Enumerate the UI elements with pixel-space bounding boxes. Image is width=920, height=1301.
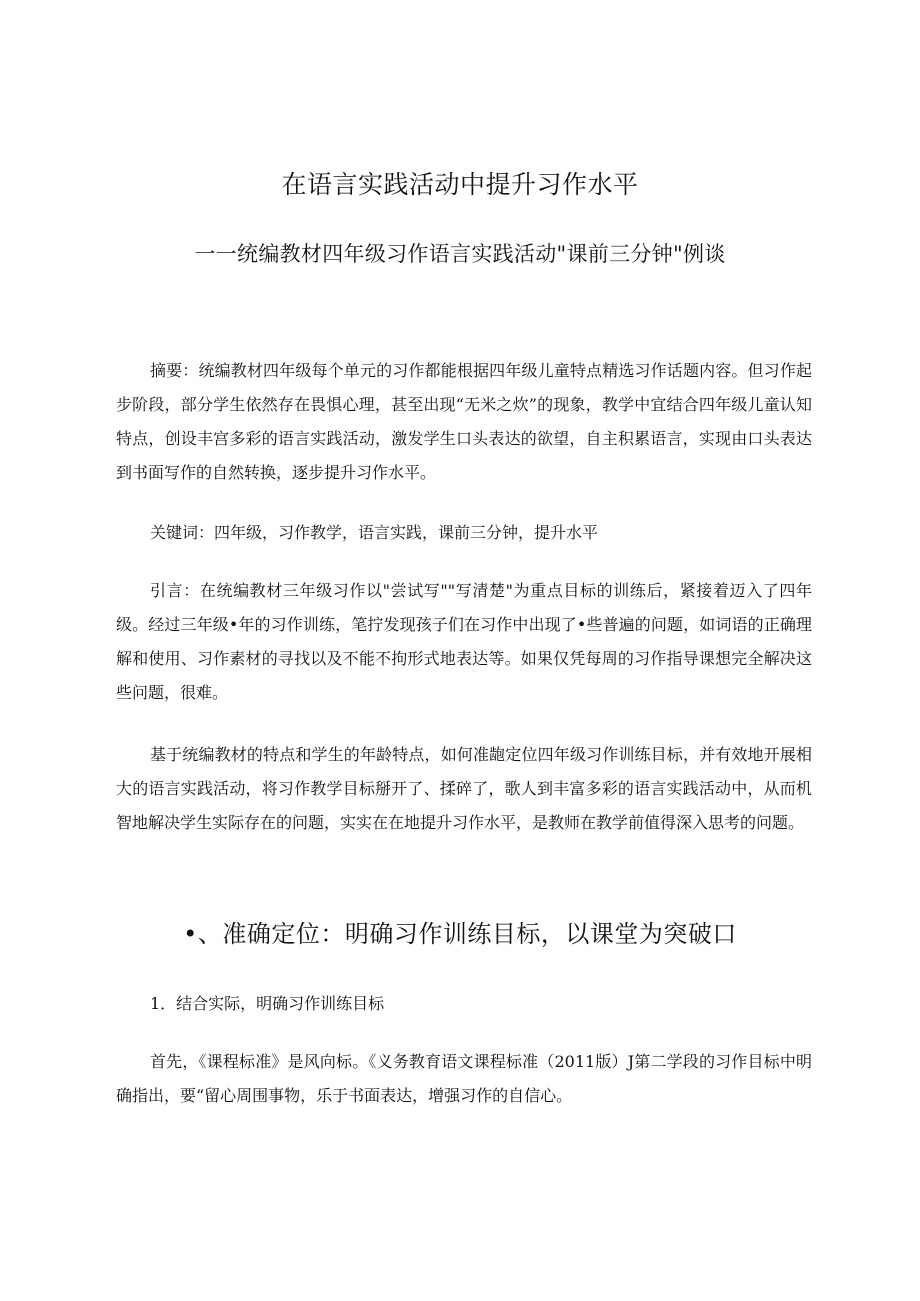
basis-paragraph: 基于统编教材的特点和学生的年龄特点，如何准龅定位四年级习作训练目标，并有效地开展相大的语言实践活动，将习作教学目标掰开了、揉碎了，歌人到丰富多彩的语言实践活动中，从而机智地解决学生实际存在的问题，实实在在地提升习作水平，是教师在教学前值得深入思考的问题。 <box>116 745 812 832</box>
intro-paragraph: 引言：在统编教材三年级习作以"尝试写""写清楚"为重点目标的训练后，紧接着迈入了四年级。经过三年级•年的习作训练，笔拧发现孩子们在习作中出现了•些普遍的问题，如词语的正确理解和使用、习作素材的寻找以及不能不拘形式地表达等。如果仅凭每周的习作指导课想完全解决这些问题，很难。 <box>116 581 812 702</box>
keywords-paragraph: 关键词：四年级，习作教学，语言实践，课前三分钟，提升水平 <box>150 523 599 542</box>
document-subtitle: 一一统编教材四年级习作语言实践活动"课前三分钟"例谈 <box>194 242 726 266</box>
section-subheading: 1．结合实际，明确习作训练目标 <box>150 994 385 1013</box>
section-paragraph: 首先，《课程标准》是风向标。《义务教育语文课程标准（2011版）J第二学段的习作目标中明确指出，要“留心周围事物，乐于书面表达，增强习作的自信心。 <box>116 1052 812 1105</box>
section-heading: •、准确定位：明确习作训练目标，以课堂为突破口 <box>183 920 737 948</box>
document-title: 在语言实践活动中提升习作水平 <box>281 170 639 199</box>
abstract-paragraph: 摘要：统编教材四年级每个单元的习作都能根据四年级儿童特点精选习作话题内容。但习作起步阶段，部分学生依然存在畏惧心理，甚至出现“无米之炊”的现象，教学中宜结合四年级儿童认知特点，创设丰宫多彩的语言实践活动，激发学生口头表达的欲望，自主积累语言，实现由口头表达到书面写作的自然转换，逐步提升习作水平。 <box>116 361 812 482</box>
